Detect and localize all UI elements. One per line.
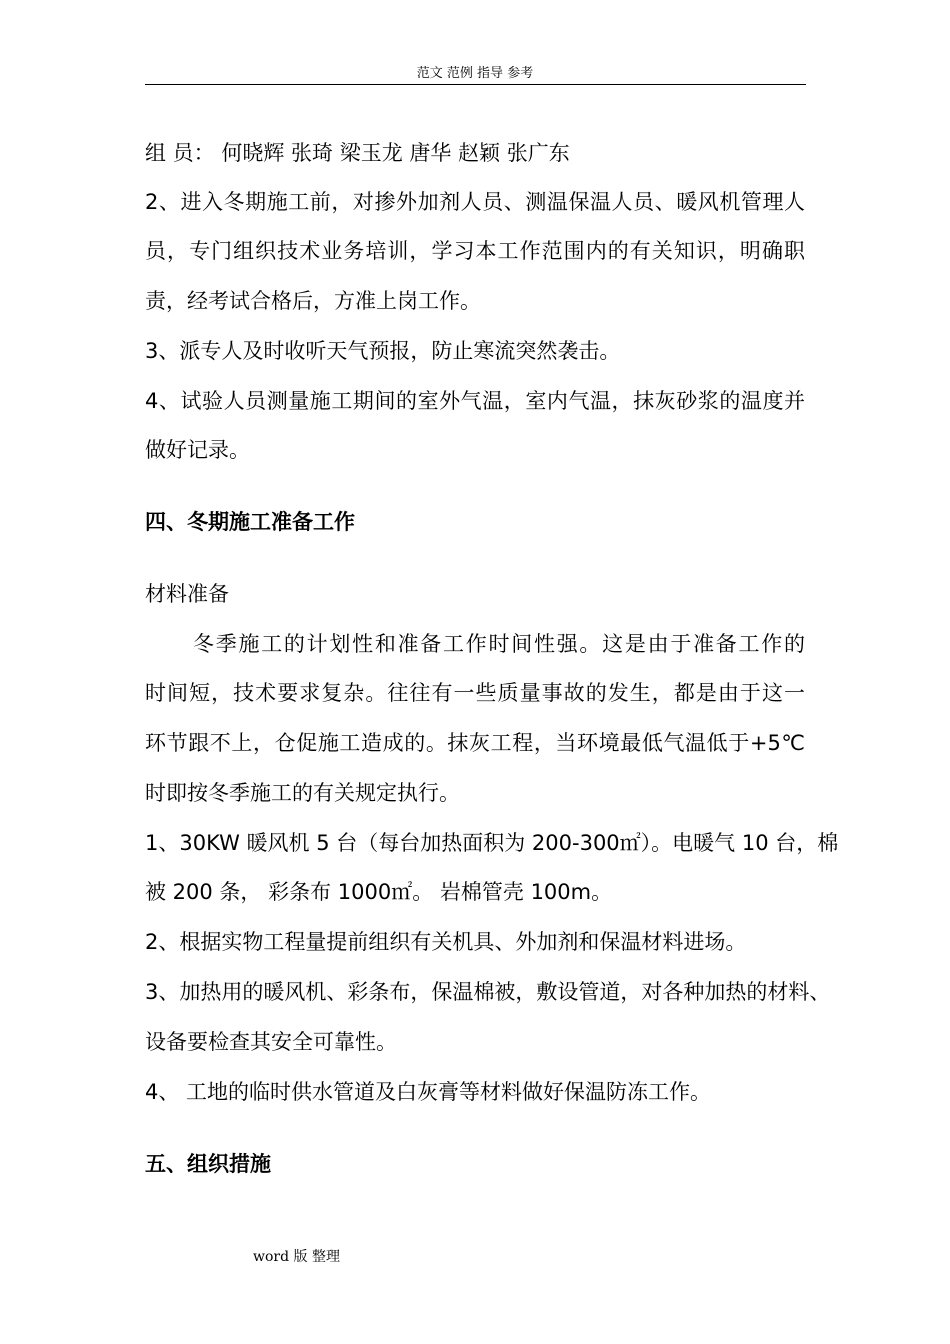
section-heading: 五、组织措施 [145, 1152, 271, 1176]
team-members-line: 组 员： 何晓辉 张琦 梁玉龙 唐华 赵颖 张广东 [145, 141, 570, 165]
paragraph-line: 时间短，技术要求复杂。往往有一些质量事故的发生，都是由于这一 [145, 681, 805, 705]
paragraph-line: 环节跟不上，仓促施工造成的。抹灰工程，当环境最低气温低于+5℃ [145, 731, 805, 755]
subsection-title: 材料准备 [145, 582, 229, 606]
paragraph-line: 责，经考试合格后，方准上岗工作。 [145, 289, 481, 313]
paragraph-line: 3、派专人及时收听天气预报，防止寒流突然袭击。 [145, 339, 621, 363]
paragraph-line: 被 200 条， 彩条布 1000㎡。 岩棉管壳 100m。 [145, 880, 613, 904]
paragraph-line: 做好记录。 [145, 438, 250, 462]
paragraph-line: 4、试验人员测量施工期间的室外气温，室内气温，抹灰砂浆的温度并 [145, 389, 805, 413]
paragraph-line: 设备要检查其安全可靠性。 [145, 1030, 397, 1054]
section-heading: 四、冬期施工准备工作 [145, 510, 355, 534]
paragraph-line: 时即按冬季施工的有关规定执行。 [145, 781, 460, 805]
header-divider [145, 84, 806, 85]
paragraph-line: 冬季施工的计划性和准备工作时间性强。这是由于准备工作的 [193, 632, 805, 656]
page-footer: word 版 整理 [253, 1249, 340, 1265]
paragraph-line: 3、加热用的暖风机、彩条布，保温棉被，敷设管道，对各种加热的材料、 [145, 980, 831, 1004]
paragraph-line: 2、根据实物工程量提前组织有关机具、外加剂和保温材料进场。 [145, 930, 747, 954]
paragraph-line: 4、 工地的临时供水管道及白灰膏等材料做好保温防冻工作。 [145, 1080, 712, 1104]
paragraph-line: 1、30KW 暖风机 5 台（每台加热面积为 200-300㎡）。电暖气 10 台，棉 [145, 831, 839, 855]
paragraph-line: 员，专门组织技术业务培训，学习本工作范围内的有关知识，明确职 [145, 239, 805, 263]
paragraph-line: 2、进入冬期施工前，对掺外加剂人员、测温保温人员、暖风机管理人 [145, 190, 805, 214]
page-header: 范文 范例 指导 参考 [416, 66, 534, 81]
